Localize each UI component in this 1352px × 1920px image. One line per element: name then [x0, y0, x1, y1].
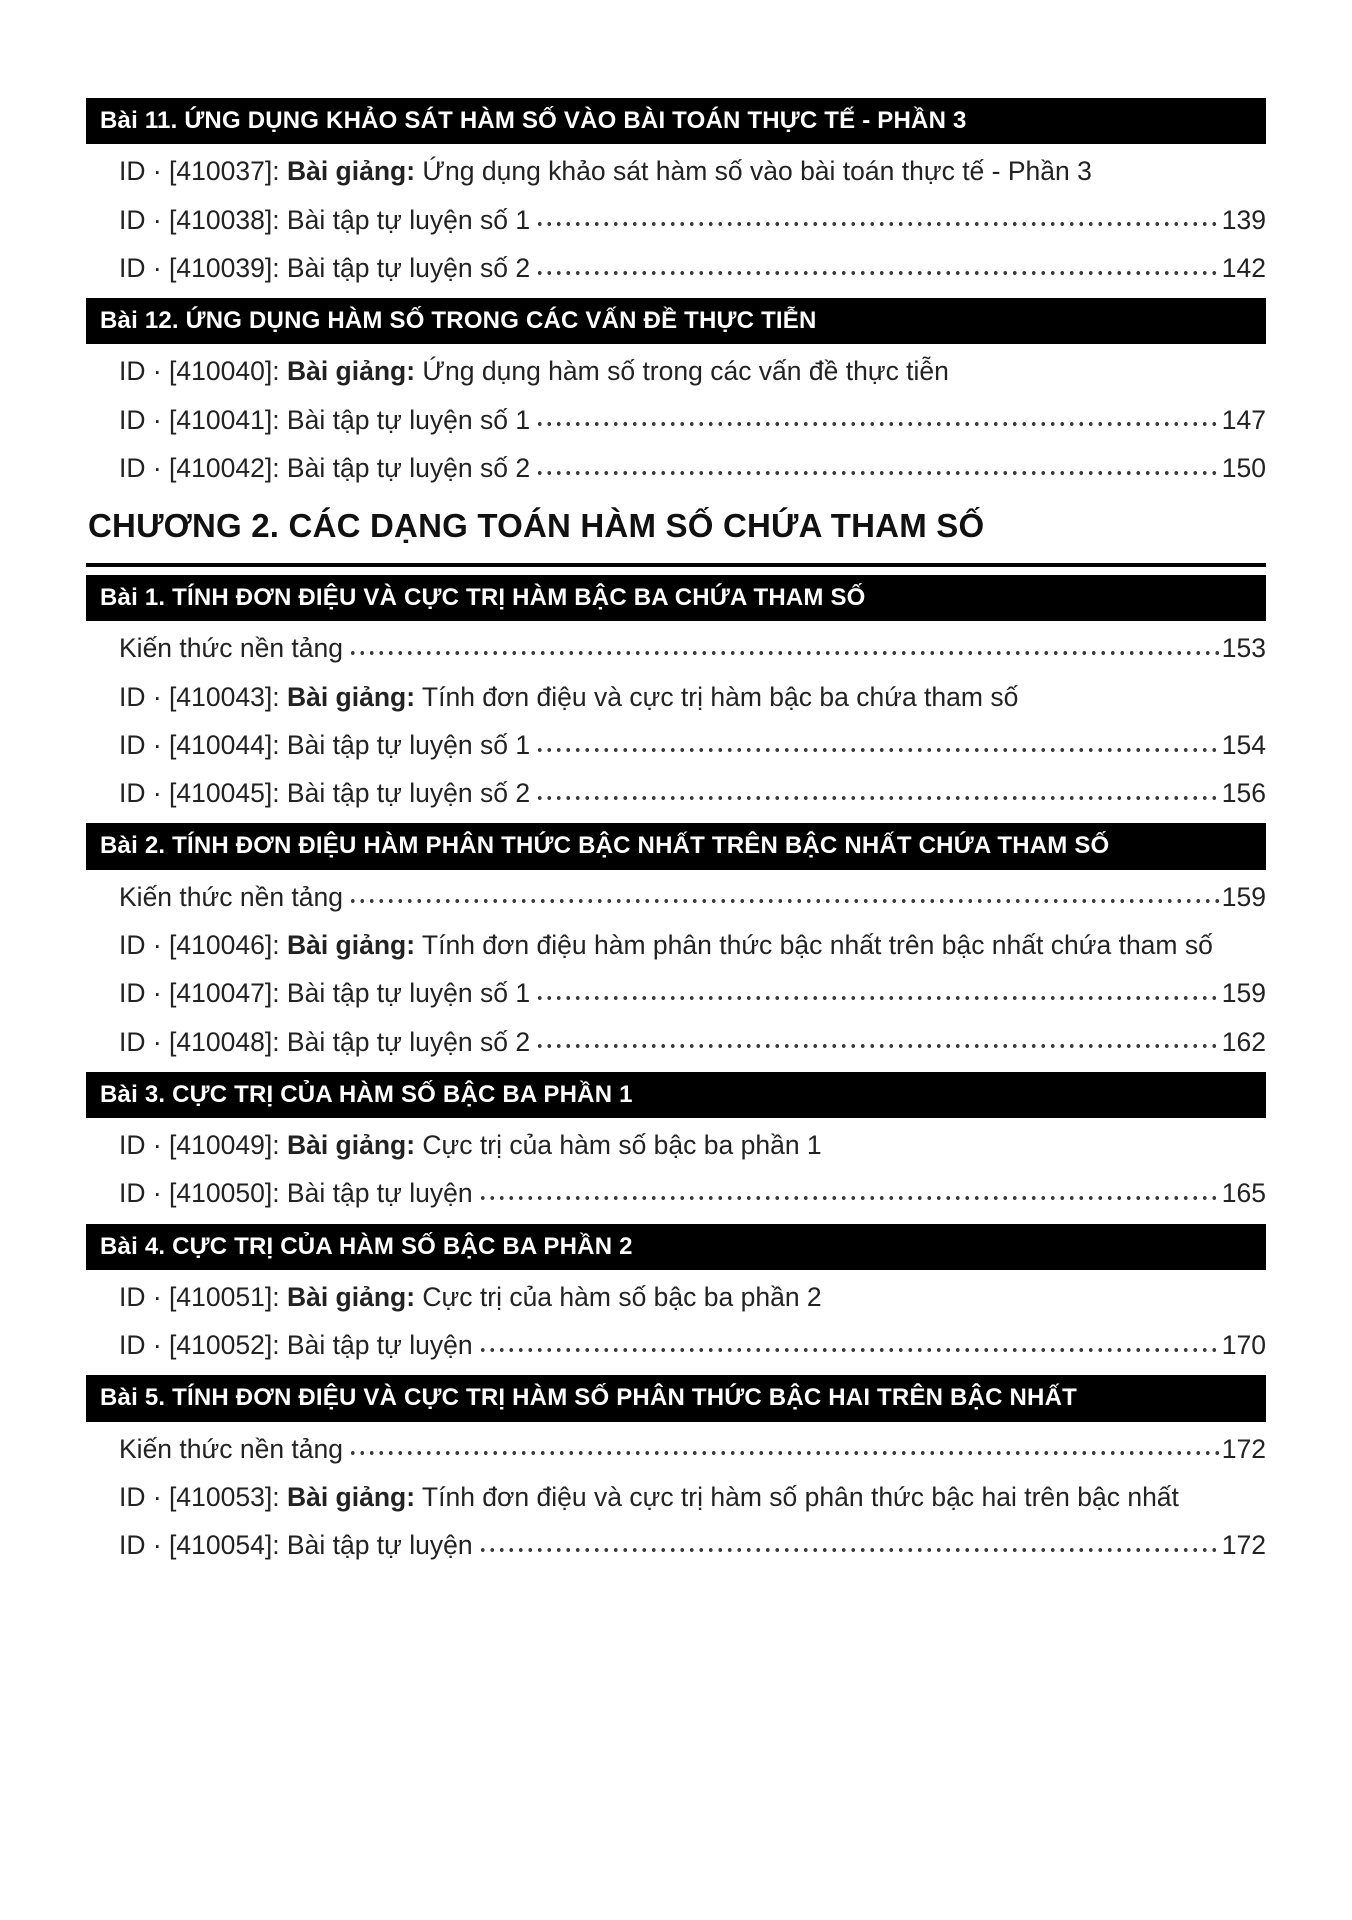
page-number: 142 — [1221, 252, 1266, 283]
toc-entry — [86, 245, 1266, 293]
lesson-title: Bài 1. TÍNH ĐƠN ĐIỆU VÀ CỰC TRỊ HÀM BẬC BA CHỨA THAM SỐ — [100, 584, 866, 612]
chapter-heading — [86, 493, 1266, 567]
page-number: 165 — [1221, 1178, 1266, 1209]
toc-entry — [86, 770, 1266, 818]
entry-lecture-label: Bài giảng: — [286, 1130, 416, 1161]
entry-label: ID · [410044]: Bài tập tự luyện số 1 — [119, 729, 531, 760]
toc-entry — [86, 1322, 1266, 1370]
dot-leader — [535, 254, 1219, 284]
lesson-header-bar — [86, 823, 1266, 869]
dot-leader — [535, 779, 1219, 809]
lesson-header-bar — [86, 298, 1266, 344]
lesson-title: Bài 4. CỰC TRỊ CỦA HÀM SỐ BẬC BA PHẦN 2 — [100, 1232, 633, 1260]
lesson-title: Bài 5. TÍNH ĐƠN ĐIỆU VÀ CỰC TRỊ HÀM SỐ PHÂN THỨC BẬC HAI TRÊN BẬC NHẤT — [100, 1384, 1077, 1412]
entry-label: ID · [410050]: Bài tập tự luyện — [119, 1178, 473, 1209]
dot-leader — [348, 883, 1219, 913]
entry-lecture-text: Ứng dụng hàm số trong các vấn đề thực tiễn — [415, 356, 949, 387]
toc-entry — [86, 1019, 1266, 1067]
lesson-header-bar — [86, 98, 1266, 144]
toc-entry — [86, 445, 1266, 493]
entry-lecture-text: Ứng dụng khảo sát hàm số vào bài toán thực tế - Phần 3 — [415, 156, 1092, 187]
toc-entry-lecture — [86, 1474, 1266, 1522]
lesson-header-bar — [86, 1224, 1266, 1270]
dot-leader — [535, 979, 1219, 1009]
entry-label: ID · [410054]: Bài tập tự luyện — [119, 1530, 473, 1561]
lesson-title: Bài 12. ỨNG DỤNG HÀM SỐ TRONG CÁC VẤN ĐỀ THỰC TIỄN — [100, 307, 817, 335]
toc-entry-lecture — [86, 922, 1266, 970]
dot-leader — [348, 634, 1219, 664]
toc-entry — [86, 1170, 1266, 1218]
entry-label: ID · [410039]: Bài tập tự luyện số 2 — [119, 252, 531, 283]
page-number: 150 — [1221, 452, 1266, 483]
entry-lecture-label: Bài giảng: — [286, 681, 416, 712]
entry-id-prefix: ID · [410049]: — [119, 1130, 287, 1161]
page-number: 159 — [1221, 881, 1266, 912]
dot-leader — [535, 454, 1219, 484]
entry-label: ID · [410048]: Bài tập tự luyện số 2 — [119, 1026, 531, 1057]
entry-label: ID · [410047]: Bài tập tự luyện số 1 — [119, 978, 531, 1009]
dot-leader — [535, 1027, 1219, 1057]
entry-lecture-label: Bài giảng: — [286, 929, 416, 960]
entry-id-prefix: ID · [410046]: — [119, 929, 287, 960]
entry-lecture-text: Tính đơn điệu và cực trị hàm số phân thức bậc hai trên bậc nhất — [415, 1481, 1179, 1512]
lesson-title: Bài 11. ỨNG DỤNG KHẢO SÁT HÀM SỐ VÀO BÀI TOÁN THỰC TẾ - PHẦN 3 — [100, 107, 967, 134]
entry-lecture-text: Tính đơn điệu và cực trị hàm bậc ba chứa tham số — [415, 681, 1019, 712]
lesson-header-bar — [86, 1375, 1266, 1421]
entry-id-prefix: ID · [410043]: — [119, 681, 287, 712]
entry-lecture-label: Bài giảng: — [286, 1481, 416, 1512]
entry-label: ID · [410042]: Bài tập tự luyện số 2 — [119, 452, 531, 483]
page-number: 172 — [1221, 1433, 1266, 1464]
entry-label: ID · [410038]: Bài tập tự luyện số 1 — [119, 204, 531, 235]
entry-id-prefix: ID · [410037]: — [119, 156, 287, 187]
toc-entry — [86, 1426, 1266, 1474]
page-number: 162 — [1221, 1026, 1266, 1057]
entry-label: Kiến thức nền tảng — [119, 881, 344, 912]
lesson-header-bar — [86, 1072, 1266, 1118]
entry-lecture-text: Cực trị của hàm số bậc ba phần 1 — [415, 1130, 822, 1161]
toc-entry — [86, 197, 1266, 245]
toc-entry-lecture — [86, 348, 1266, 396]
toc-entry-lecture — [86, 1274, 1266, 1322]
entry-label: ID · [410041]: Bài tập tự luyện số 1 — [119, 404, 531, 435]
lesson-header-bar — [86, 575, 1266, 621]
toc-entry — [86, 722, 1266, 770]
dot-leader — [535, 405, 1219, 435]
page-number: 159 — [1221, 978, 1266, 1009]
entry-lecture-label: Bài giảng: — [286, 156, 416, 187]
toc-entry-lecture — [86, 1122, 1266, 1170]
toc-entry-lecture — [86, 148, 1266, 196]
entry-lecture-text: Cực trị của hàm số bậc ba phần 2 — [415, 1281, 822, 1312]
page-number: 147 — [1221, 404, 1266, 435]
entry-label: Kiến thức nền tảng — [119, 1433, 344, 1464]
page-number: 170 — [1221, 1330, 1266, 1361]
entry-lecture-label: Bài giảng: — [286, 1281, 416, 1312]
dot-leader — [478, 1179, 1219, 1209]
entry-label: ID · [410052]: Bài tập tự luyện — [119, 1330, 473, 1361]
dot-leader — [535, 205, 1219, 235]
entry-label: Kiến thức nền tảng — [119, 633, 344, 664]
entry-lecture-label: Bài giảng: — [286, 356, 416, 387]
entry-id-prefix: ID · [410053]: — [119, 1481, 287, 1512]
lesson-title: Bài 2. TÍNH ĐƠN ĐIỆU HÀM PHÂN THỨC BẬC NHẤT TRÊN BẬC NHẤT CHỨA THAM SỐ — [100, 832, 1110, 860]
chapter-title: CHƯƠNG 2. CÁC DẠNG TOÁN HÀM SỐ CHỨA THAM SỐ — [88, 507, 985, 545]
entry-lecture-text: Tính đơn điệu hàm phân thức bậc nhất trên bậc nhất chứa tham số — [415, 929, 1213, 960]
toc-entry — [86, 1522, 1266, 1570]
page-number: 139 — [1221, 204, 1266, 235]
entry-id-prefix: ID · [410040]: — [119, 356, 287, 387]
dot-leader — [478, 1331, 1219, 1361]
entry-label: ID · [410045]: Bài tập tự luyện số 2 — [119, 778, 531, 809]
page-number: 154 — [1221, 729, 1266, 760]
toc-entry-lecture — [86, 674, 1266, 722]
entry-id-prefix: ID · [410051]: — [119, 1281, 287, 1312]
dot-leader — [348, 1434, 1219, 1464]
lesson-title: Bài 3. CỰC TRỊ CỦA HÀM SỐ BẬC BA PHẦN 1 — [100, 1080, 633, 1108]
page-number: 172 — [1221, 1530, 1266, 1561]
toc-entry — [86, 625, 1266, 673]
toc-entry — [86, 874, 1266, 922]
page-number: 156 — [1221, 778, 1266, 809]
toc-entry — [86, 397, 1266, 445]
dot-leader — [478, 1531, 1219, 1561]
toc-entry — [86, 970, 1266, 1018]
page-number: 153 — [1221, 633, 1266, 664]
dot-leader — [535, 731, 1219, 761]
